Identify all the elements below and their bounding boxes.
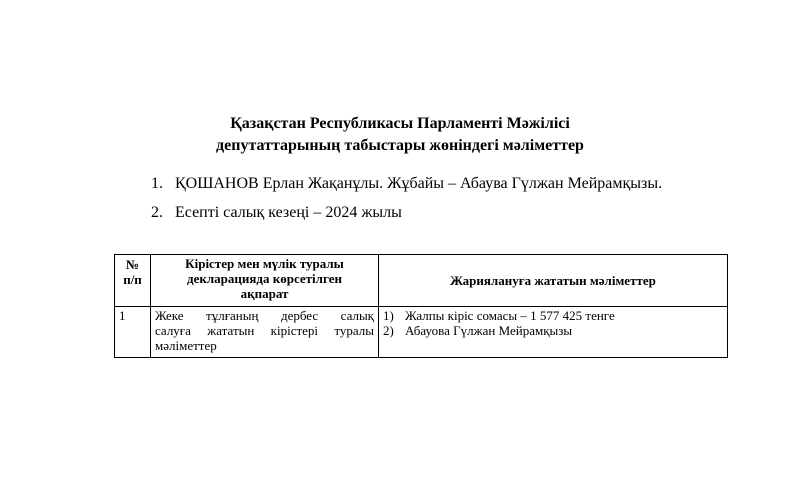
row-description: [151, 307, 379, 358]
header-declaration-line: ақпарат: [240, 286, 289, 301]
item-text: ҚОШАНОВ Ерлан Жақанұлы. Жұбайы – Абаува Гүлжан Мейрамқызы.: [175, 175, 663, 192]
header-published-info: Жариялануға жататын мәліметтер: [379, 255, 728, 307]
values-list: [383, 308, 723, 338]
table-header-row: [115, 255, 728, 307]
income-info-table: [114, 254, 728, 358]
numbered-item-deputy: [151, 173, 662, 195]
list-item-text: Абауова Гүлжан Мейрамқызы: [405, 323, 573, 338]
description-line: мәліметтер: [155, 338, 217, 353]
document-title-line-2: депутаттарының табыстары жөніндегі мәліметтер: [216, 137, 584, 154]
list-item-number: 1): [383, 308, 394, 323]
item-text: Есепті салық кезеңі – 2024 жылы: [175, 204, 402, 221]
list-item-text: Жалпы кіріс сомасы – 1 577 425 тенге: [405, 308, 615, 323]
item-number: 1.: [151, 175, 163, 192]
list-item: [383, 308, 723, 323]
header-declaration-info: [151, 255, 379, 307]
list-item-number: 2): [383, 323, 394, 338]
table-row: [115, 307, 728, 358]
header-declaration-line: Кірістер мен мүлік туралы: [185, 256, 344, 271]
header-number: № п/п: [115, 255, 151, 307]
document-title-line-1: Қазақстан Республикасы Парламенті Мәжілісі: [230, 115, 570, 132]
row-values: [379, 307, 728, 358]
header-declaration-line: декларацияда көрсетілген: [187, 271, 342, 286]
description-line: салуға жататын кірістері туралы: [155, 323, 374, 338]
description-line: Жеке тұлғаның дербес салық: [155, 308, 374, 323]
item-number: 2.: [151, 204, 163, 221]
row-number: 1: [115, 307, 151, 358]
list-item: [383, 323, 723, 338]
numbered-item-tax-period: [151, 202, 402, 224]
